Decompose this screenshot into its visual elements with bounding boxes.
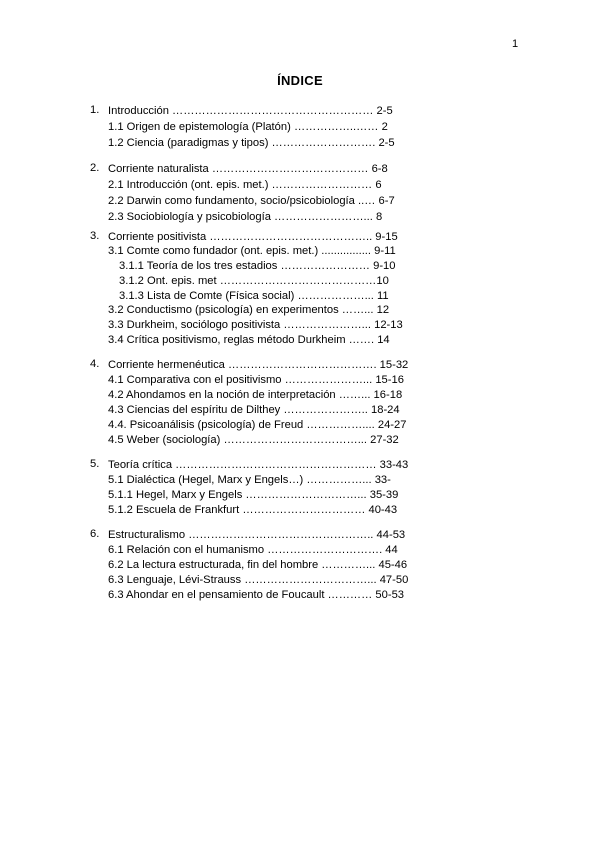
section-number: 6. (90, 528, 100, 540)
toc-item: 5.1.2 Escuela de Frankfurt …………………………… 40-43 (108, 504, 398, 516)
page-title: ÍNDICE (277, 73, 323, 88)
toc-item: 6.2 La lectura estructurada, fin del hombre …………... 45-46 (108, 559, 408, 571)
toc-section-entry: Corriente naturalista …………………………………… 6-8 (108, 163, 388, 175)
toc-item: 4.5 Weber (sociología) ………………………………... 27-32 (108, 434, 399, 446)
toc-subitem: 3.1.1 Teoría de los tres estadios …………………… 9-10 (119, 260, 396, 272)
toc-item: 3.4 Crítica positivismo, reglas método Durkheim ……. 14 (108, 334, 390, 346)
toc-item: 3.3 Durkheim, sociólogo positivista …………………... 12-13 (108, 319, 403, 331)
section-number: 1. (90, 104, 100, 116)
toc-item: 2.2 Darwin como fundamento, socio/psicobiología ..… 6-7 (108, 195, 395, 207)
toc-section-entry: Corriente positivista …………………………………….. 9-15 (108, 231, 398, 243)
toc-item: 2.3 Sociobiología y psicobiología ……………………... 8 (108, 211, 383, 223)
toc-section-entry: Corriente hermenéutica …………………………………. 15-32 (108, 359, 409, 371)
toc-item: 1.2 Ciencia (paradigmas y tipos) ………………………. 2-5 (108, 137, 395, 149)
page-number: 1 (512, 38, 519, 50)
toc-item: 2.1 Introducción (ont. epis. met.) ……………………… 6 (108, 179, 382, 191)
section-number: 4. (90, 358, 100, 370)
toc-item: 3.1 Comte como fundador (ont. epis. met.) ................ 9-11 (108, 245, 396, 257)
toc-item: 6.3 Ahondar en el pensamiento de Foucault ………… 50-53 (108, 589, 405, 601)
toc-item: 4.4. Psicoanálisis (psicología) de Freud …………….... 24-27 (108, 419, 407, 431)
toc-item: 4.1 Comparativa con el positivismo …………………... 15-16 (108, 374, 404, 386)
toc-item: 6.1 Relación con el humanismo …………………………. 44 (108, 544, 398, 556)
section-number: 5. (90, 458, 100, 470)
toc-item: 6.3 Lenguaje, Lévi-Strauss ……………………………... 47-50 (108, 574, 409, 586)
section-number: 3. (90, 230, 100, 242)
section-number: 2. (90, 162, 100, 174)
toc-item: 4.2 Ahondamos en la noción de interpretación ……... 16-18 (108, 389, 403, 401)
toc-section-entry: Estructuralismo ………………………………………….. 44-53 (108, 529, 406, 541)
toc-item: 5.1.1 Hegel, Marx y Engels …………………………... 35-39 (108, 489, 399, 501)
toc-item: 5.1 Dialéctica (Hegel, Marx y Engels…) ……………... 33- (108, 474, 391, 486)
toc-section-entry: Introducción ……………………………………………… 2-5 (108, 105, 393, 117)
toc-subitem: 3.1.3 Lista de Comte (Física social) ………………... 11 (119, 290, 389, 302)
toc-section-entry: Teoría crítica ……………………………………………… 33-43 (108, 459, 409, 471)
toc-item: 1.1 Origen de epistemología (Platón) ……………..…… 2 (108, 121, 388, 133)
toc-subitem: 3.1.2 Ont. epis. met ……………………………………10 (119, 275, 389, 287)
toc-item: 3.2 Conductismo (psicología) en experimentos ……... 12 (108, 304, 390, 316)
toc-item: 4.3 Ciencias del espíritu de Dilthey ………………….. 18-24 (108, 404, 400, 416)
